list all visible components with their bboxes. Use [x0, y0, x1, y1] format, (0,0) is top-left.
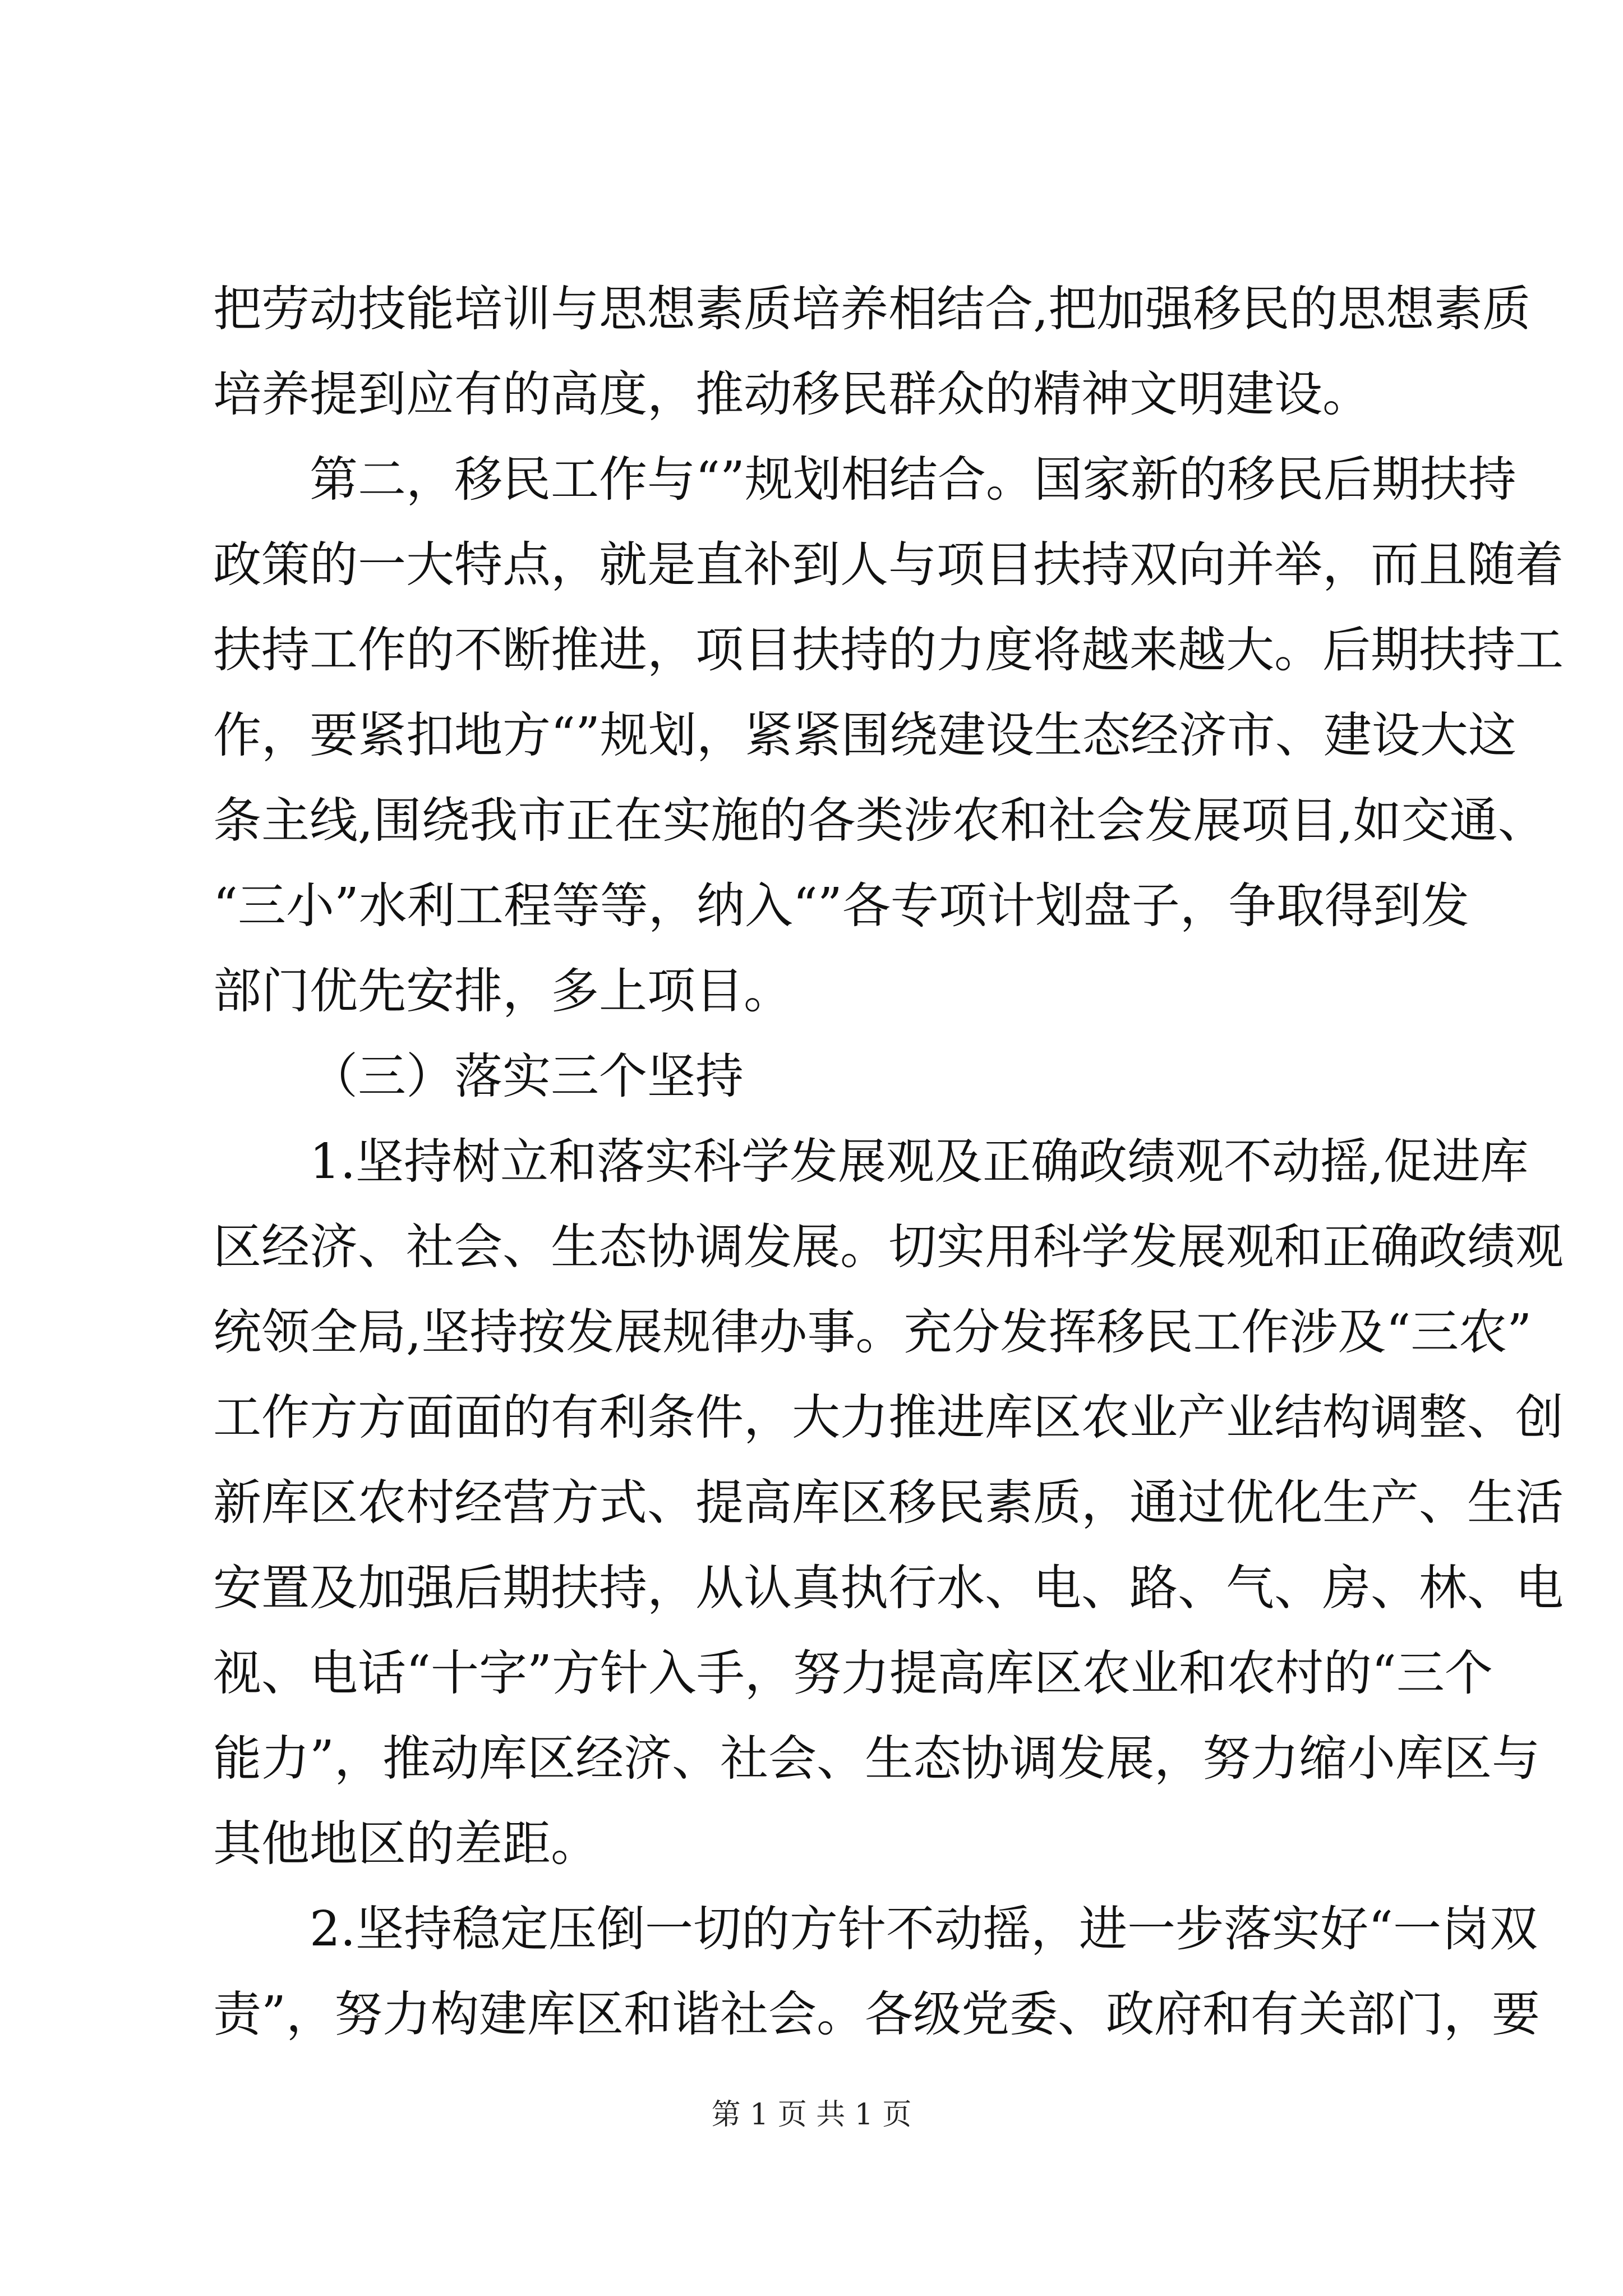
text-line: 2.坚持稳定压倒一切的方针不动摇，进一步落实好“一岗双 — [310, 1901, 1538, 1957]
text-line: 把劳动技能培训与思想素质培养相结合,把加强移民的思想素质 — [213, 281, 1531, 337]
text-line: 安置及加强后期扶持，从认真执行水、电、路、气、房、林、电 — [213, 1560, 1564, 1616]
text-line: （三）落实三个坚持 — [310, 1048, 744, 1105]
document-body — [213, 266, 1564, 2057]
text-line: 政策的一大特点，就是直补到人与项目扶持双向并举，而且随着 — [213, 537, 1564, 593]
text-line: 责”，努力构建库区和谐社会。各级党委、政府和有关部门，要 — [213, 1986, 1540, 2042]
text-line: 区经济、社会、生态协调发展。切实用科学发展观和正确政绩观 — [213, 1219, 1564, 1275]
text-line: 视、电话“十字”方针入手，努力提高库区农业和农村的“三个 — [213, 1645, 1493, 1701]
page-footer: 第 1 页 共 1 页 — [711, 2098, 912, 2132]
text-line: 扶持工作的不断推进，项目扶持的力度将越来越大。后期扶持工 — [213, 622, 1564, 678]
text-line: 新库区农村经营方式、提高库区移民素质，通过优化生产、生活 — [213, 1475, 1564, 1531]
text-line: 工作方方面面的有利条件，大力推进库区农业产业结构调整、创 — [213, 1389, 1564, 1446]
text-line: 作，要紧扣地方“”规划，紧紧围绕建设生态经济市、建设大这 — [213, 707, 1516, 763]
text-line: 培养提到应有的高度，推动移民群众的精神文明建设。 — [213, 366, 1371, 422]
text-line: 能力”，推动库区经济、社会、生态协调发展，努力缩小库区与 — [213, 1731, 1540, 1787]
text-line: 条主线,围绕我市正在实施的各类涉农和社会发展项目,如交通、 — [213, 793, 1546, 849]
text-line: 第二，移民工作与“”规划相结合。国家新的移民后期扶持 — [310, 452, 1516, 508]
text-line: 1.坚持树立和落实科学发展观及正确政绩观不动摇,促进库 — [310, 1134, 1529, 1190]
text-line: “三小”水利工程等等，纳入“”各专项计划盘子，争取得到发 — [213, 878, 1469, 934]
text-line: 统领全局,坚持按发展规律办事。充分发挥移民工作涉及“三农” — [213, 1304, 1532, 1360]
text-line: 部门优先安排，多上项目。 — [213, 963, 792, 1019]
text-line: 其他地区的差距。 — [213, 1816, 599, 1872]
